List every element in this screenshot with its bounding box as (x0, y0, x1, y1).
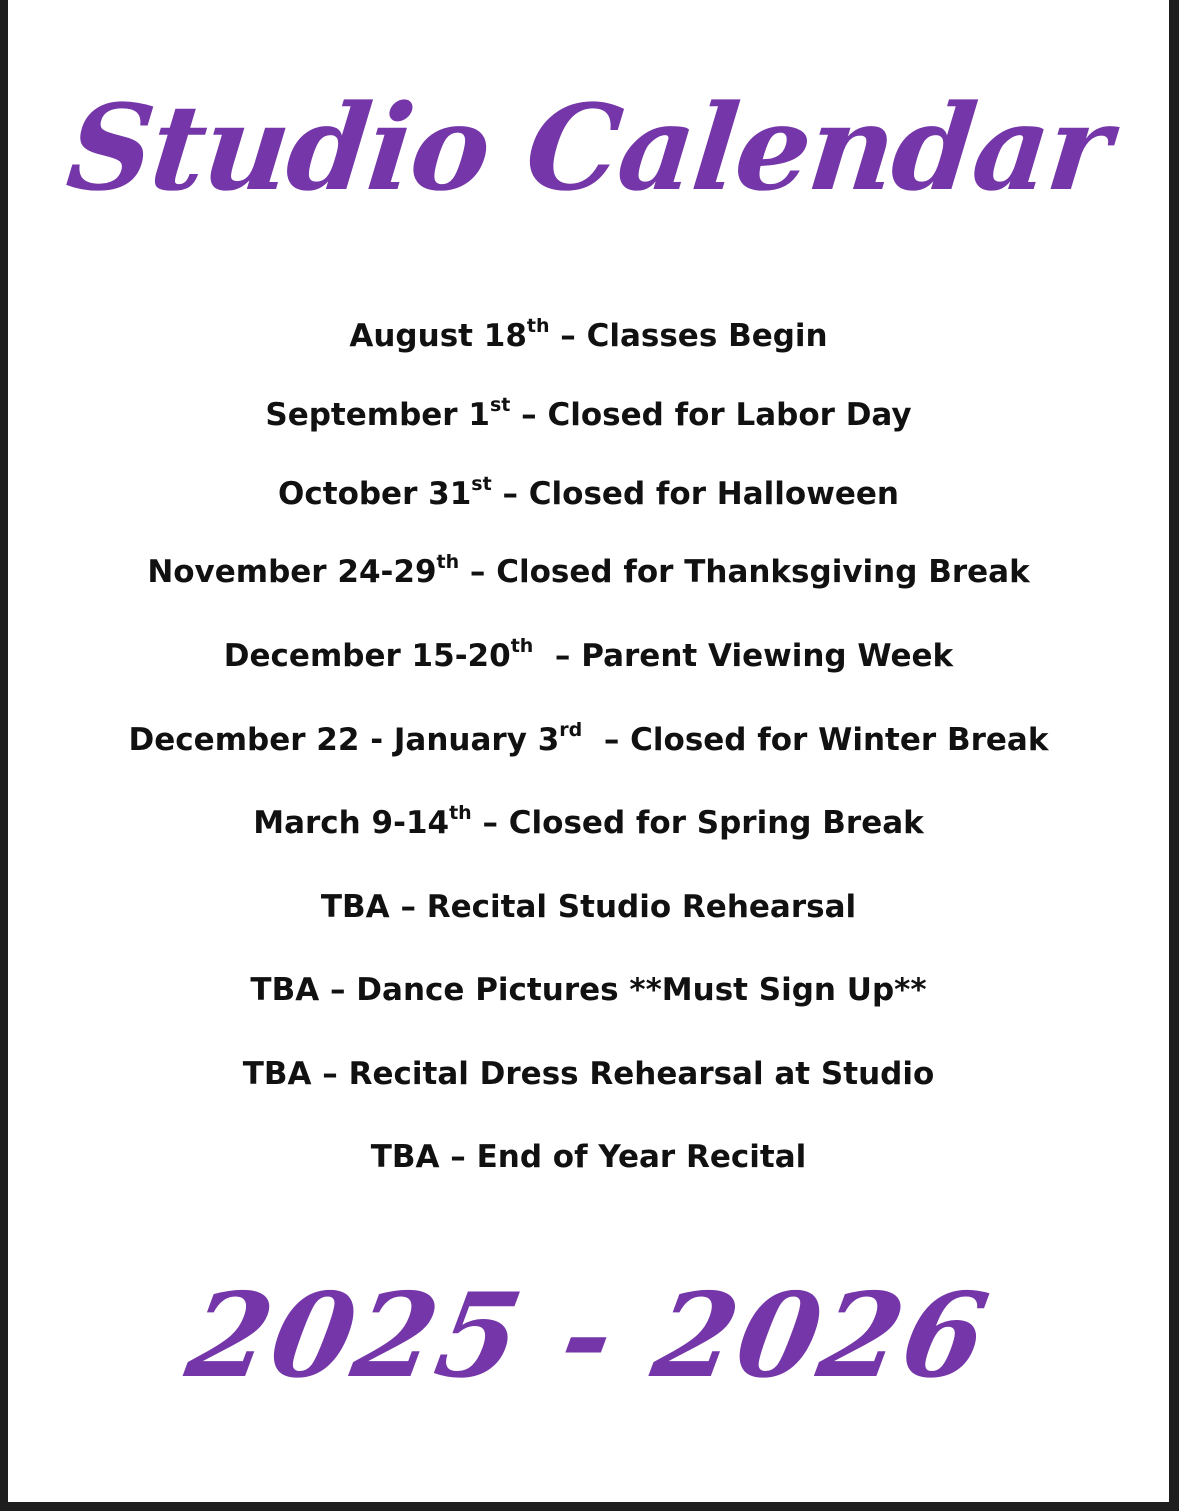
event-line (8, 803, 1169, 843)
event-date-suffix: th (449, 801, 472, 824)
event-separator: – (549, 318, 587, 354)
event-separator: – (389, 889, 427, 925)
event-line (8, 636, 1169, 676)
event-description: End of Year Recital (476, 1139, 807, 1175)
event-line (8, 970, 1169, 1010)
event-line (8, 316, 1169, 356)
event-line (8, 474, 1169, 514)
event-separator: – (491, 476, 529, 512)
event-line (8, 1054, 1169, 1094)
event-separator: – (439, 1139, 477, 1175)
event-date: September 1 (265, 397, 490, 433)
event-separator: – (533, 638, 582, 674)
event-line (8, 887, 1169, 927)
event-date-suffix: rd (559, 718, 583, 741)
event-description: Recital Studio Rehearsal (426, 889, 857, 925)
event-date: December 22 - January 3 (128, 722, 560, 758)
event-line (8, 395, 1169, 435)
event-line (8, 1137, 1169, 1177)
event-separator: – (510, 397, 548, 433)
calendar-page (8, 0, 1169, 1502)
event-line (8, 552, 1169, 592)
event-date: October 31 (278, 476, 472, 512)
event-line (8, 720, 1169, 760)
event-separator: – (311, 1056, 349, 1092)
event-description: Parent Viewing Week (581, 638, 954, 674)
event-description: Closed for Winter Break (630, 722, 1049, 758)
page-title: Studio Calendar (61, 78, 1116, 217)
event-date: TBA (250, 972, 320, 1008)
event-date: March 9-14 (253, 805, 450, 841)
event-date: TBA (320, 889, 390, 925)
event-date: December 15-20 (223, 638, 511, 674)
event-separator: – (319, 972, 357, 1008)
event-description: Closed for Labor Day (547, 397, 912, 433)
event-description: Closed for Thanksgiving Break (496, 554, 1030, 590)
event-date-suffix: th (510, 634, 534, 657)
event-description: Closed for Spring Break (508, 805, 924, 841)
event-description: Recital Dress Rehearsal at Studio (348, 1056, 935, 1092)
event-description: Dance Pictures **Must Sign Up** (356, 972, 927, 1008)
event-separator: – (471, 805, 509, 841)
year-range: 2025 - 2026 (178, 1268, 999, 1404)
event-date: November 24-29 (147, 554, 437, 590)
event-separator: – (459, 554, 497, 590)
event-date: August 18 (349, 318, 527, 354)
event-description: Closed for Halloween (528, 476, 899, 512)
event-date: TBA (370, 1139, 440, 1175)
event-date-suffix: st (489, 393, 511, 416)
event-separator: – (582, 722, 631, 758)
event-date-suffix: st (471, 472, 492, 495)
event-date-suffix: th (526, 314, 550, 337)
event-date: TBA (242, 1056, 312, 1092)
event-description: Classes Begin (586, 318, 828, 354)
event-date-suffix: th (436, 550, 460, 573)
